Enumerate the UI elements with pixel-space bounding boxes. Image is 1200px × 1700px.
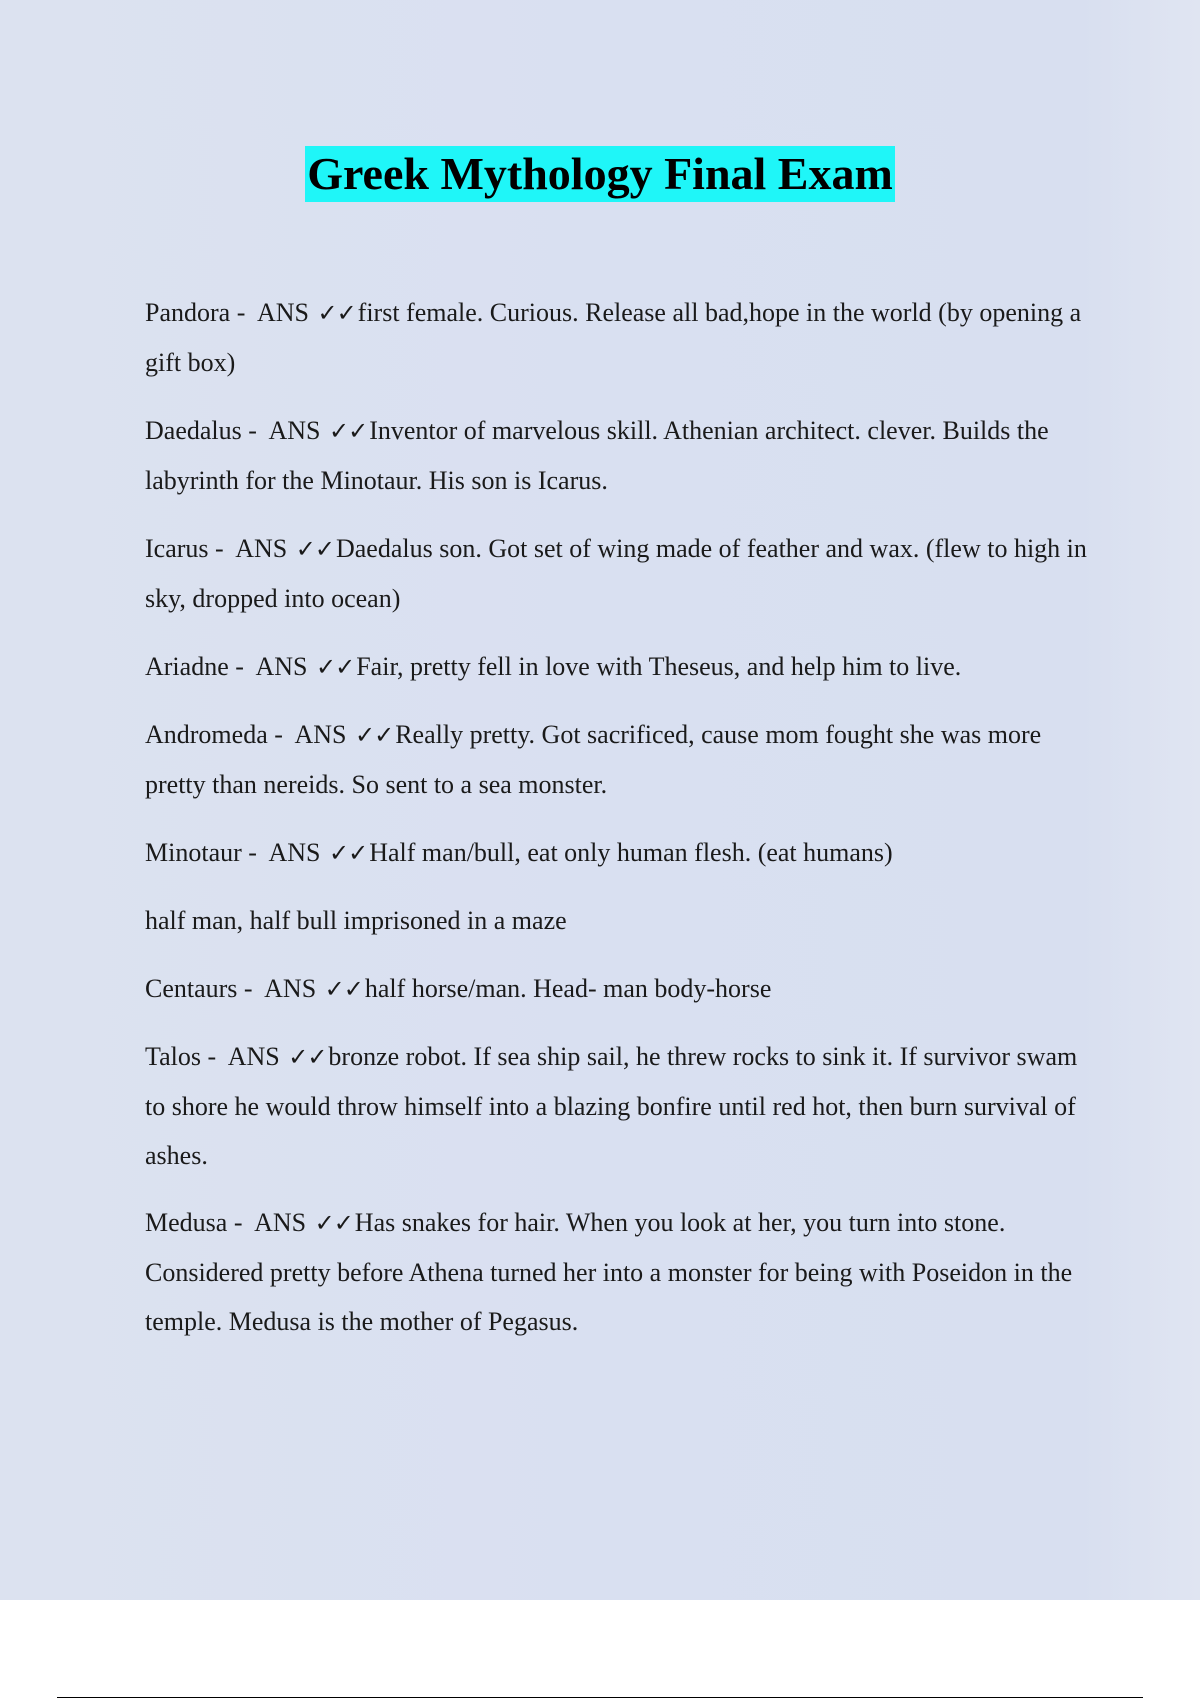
- entry-term: Pandora: [145, 298, 231, 327]
- entry-answer: Inventor of marvelous skill. Athenian architect. clever. Builds the labyrinth for the Minotaur. His son is Icarus.: [145, 416, 1049, 495]
- double-check-icon: ✓✓: [329, 417, 368, 445]
- qa-entry-pandora: Pandora - ANS ✓✓first female. Curious. Release all bad,hope in the world (by opening a gift box): [145, 298, 1082, 377]
- qa-entry-ariadne: Ariadne - ANS ✓✓Fair, pretty fell in love with Theseus, and help him to live.: [145, 652, 962, 681]
- entry-answer: Half man/bull, eat only human flesh. (eat humans): [369, 838, 893, 867]
- double-check-icon: ✓✓: [355, 721, 394, 749]
- qa-entry-minotaur-extra: [145, 896, 1090, 946]
- double-check-icon: ✓✓: [288, 1043, 327, 1071]
- entry-answer: Fair, pretty fell in love with Theseus, and help him to live.: [356, 652, 962, 681]
- answer-marker: ANS: [294, 720, 347, 749]
- qa-entry-andromeda: Andromeda - ANS ✓✓Really pretty. Got sacrificed, cause mom fought she was more pretty than nereids. So sent to a sea monster.: [145, 720, 1042, 799]
- entry-term: Medusa: [145, 1208, 228, 1237]
- entry-term: Talos: [145, 1042, 201, 1071]
- qa-entry-icarus: Icarus - ANS ✓✓Daedalus son. Got set of wing made of feather and wax. (flew to high in sky, dropped into ocean): [145, 534, 1087, 613]
- entry-term: Ariadne: [145, 652, 229, 681]
- entry-term: Andromeda: [145, 720, 268, 749]
- qa-entry-talos: Talos - ANS ✓✓bronze robot. If sea ship sail, he threw rocks to sink it. If survivor swam to shore he would throw himself into a blazing bonfire until red hot, then burn survival of ashes.: [145, 1042, 1078, 1170]
- answer-marker: ANS: [268, 838, 321, 867]
- qa-entry-daedalus: Daedalus - ANS ✓✓Inventor of marvelous skill. Athenian architect. clever. Builds the labyrinth for the Minotaur. His son is Icarus.: [145, 416, 1049, 495]
- footer-divider: [57, 1697, 1143, 1698]
- entry-answer: half man, half bull imprisoned in a maze: [145, 906, 567, 935]
- entry-term: Icarus: [145, 534, 209, 563]
- entry-answer: first female. Curious. Release all bad,hope in the world (by opening a gift box): [145, 298, 1082, 377]
- qa-entry-centaurs: Centaurs - ANS ✓✓half horse/man. Head- man body-horse: [145, 974, 772, 1003]
- entry-answer: half horse/man. Head- man body-horse: [364, 974, 772, 1003]
- answer-marker: ANS: [235, 534, 288, 563]
- answer-marker: ANS: [254, 1208, 307, 1237]
- answer-marker: ANS: [227, 1042, 280, 1071]
- double-check-icon: ✓✓: [317, 299, 356, 327]
- entry-answer: bronze robot. If sea ship sail, he threw rocks to sink it. If survivor swam to shore he would throw himself into a blazing bonfire until red hot, then burn survival of ashes.: [145, 1042, 1078, 1170]
- entry-term: Centaurs: [145, 974, 238, 1003]
- page-title: Greek Mythology Final Exam: [305, 146, 895, 202]
- entry-answer: Has snakes for hair. When you look at her, you turn into stone. Considered pretty before Athena turned her into a monster for being with Poseidon in the temple. Medusa is the mother of Pegasus.: [145, 1208, 1073, 1336]
- double-check-icon: ✓✓: [329, 839, 368, 867]
- qa-list: [145, 288, 1090, 1364]
- answer-marker: ANS: [268, 416, 321, 445]
- double-check-icon: ✓✓: [316, 653, 355, 681]
- answer-marker: ANS: [264, 974, 317, 1003]
- answer-marker: ANS: [255, 652, 308, 681]
- entry-answer: Daedalus son. Got set of wing made of feather and wax. (flew to high in sky, dropped into ocean): [145, 534, 1087, 613]
- double-check-icon: ✓✓: [295, 535, 334, 563]
- entry-answer: Really pretty. Got sacrificed, cause mom fought she was more pretty than nereids. So sent to a sea monster.: [145, 720, 1042, 799]
- qa-entry-minotaur: Minotaur - ANS ✓✓Half man/bull, eat only human flesh. (eat humans): [145, 838, 893, 867]
- double-check-icon: ✓✓: [324, 975, 363, 1003]
- title-container: [0, 146, 1200, 202]
- entry-term: Daedalus: [145, 416, 242, 445]
- entry-term: Minotaur: [145, 838, 242, 867]
- double-check-icon: ✓✓: [314, 1209, 353, 1237]
- qa-entry-medusa: Medusa - ANS ✓✓Has snakes for hair. When you look at her, you turn into stone. Considered pretty before Athena turned her into a monster for being with Poseidon in the temple. Medusa is the mother of Pegasus.: [145, 1208, 1073, 1336]
- answer-marker: ANS: [256, 298, 309, 327]
